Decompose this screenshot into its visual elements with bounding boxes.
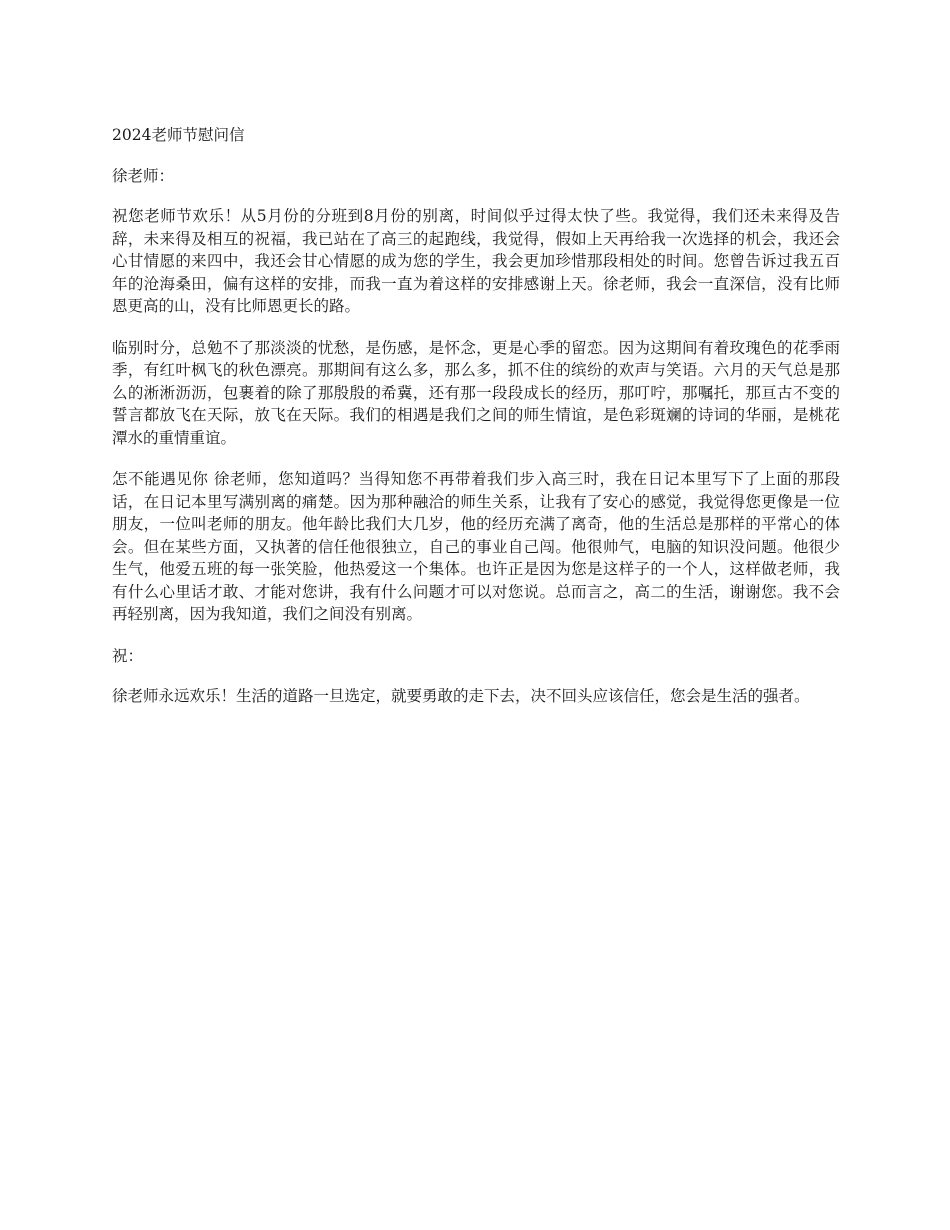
body-paragraph-3: 怎不能遇见你 徐老师，您知道吗？当得知您不再带着我们步入高三时，我在日记本里写下了上面的那段话，在日记本里写满别离的痛楚。因为那种融洽的师生关系，让我有了安心的感觉，我觉得您更像是一位朋友，一位叫老师的朋友。他年龄比我们大几岁，他的经历充满了离奇，他的生活总是那样的平常心的体会。但在某些方面，又执著的信任他很独立，自己的事业自己闯。他很帅气，电脑的知识没问题。他很少生气，他爱五班的每一张笑脸，他热爱这一个集体。也许正是因为您是这样子的一个人，这样做老师，我有什么心里话才敢、才能对您讲，我有什么问题才可以对您说。总而言之，高二的生活，谢谢您。我不会再轻别离，因为我知道，我们之间没有别离。: [112, 470, 840, 623]
salutation: 徐老师：: [112, 166, 175, 185]
final-paragraph: 徐老师永远欢乐！生活的道路一旦选定，就要勇敢的走下去，决不回头应该信任，您会是生活的强者。: [112, 687, 810, 705]
document-title: 2024老师节慰问信: [112, 126, 245, 144]
document-body: [112, 124, 840, 727]
body-paragraph-1: 祝您老师节欢乐！从5月份的分班到8月份的别离，时间似乎过得太快了些。我觉得，我们还未来得及告辞，未来得及相互的祝福，我已站在了高三的起跑线，我觉得，假如上天再给我一次选择的机会，我还会心甘情愿的来四中，我还会甘心情愿的成为您的学生，我会更加珍惜那段相处的时间。您曾告诉过我五百年的沧海桑田，偏有这样的安排，而我一直为着这样的安排感谢上天。徐老师，我会一直深信，没有比师恩更高的山，没有比师恩更长的路。: [112, 207, 840, 315]
body-paragraph-2: 临别时分，总勉不了那淡淡的忧愁，是伤感，是怀念，更是心季的留恋。因为这期间有着玫瑰色的花季雨季，有红叶枫飞的秋色漂亮。那期间有这么多，那么多，抓不住的缤纷的欢声与笑语。六月的天气总是那么的淅淅沥沥，包裹着的除了那殷殷的希冀，还有那一段段成长的经历，那叮咛，那嘱托，那亘古不变的誓言都放飞在天际，放飞在天际。我们的相遇是我们之间的师生情谊，是色彩斑斓的诗词的华丽，是桃花潭水的重情重谊。: [112, 338, 840, 447]
closing-greeting: 祝：: [112, 646, 144, 665]
